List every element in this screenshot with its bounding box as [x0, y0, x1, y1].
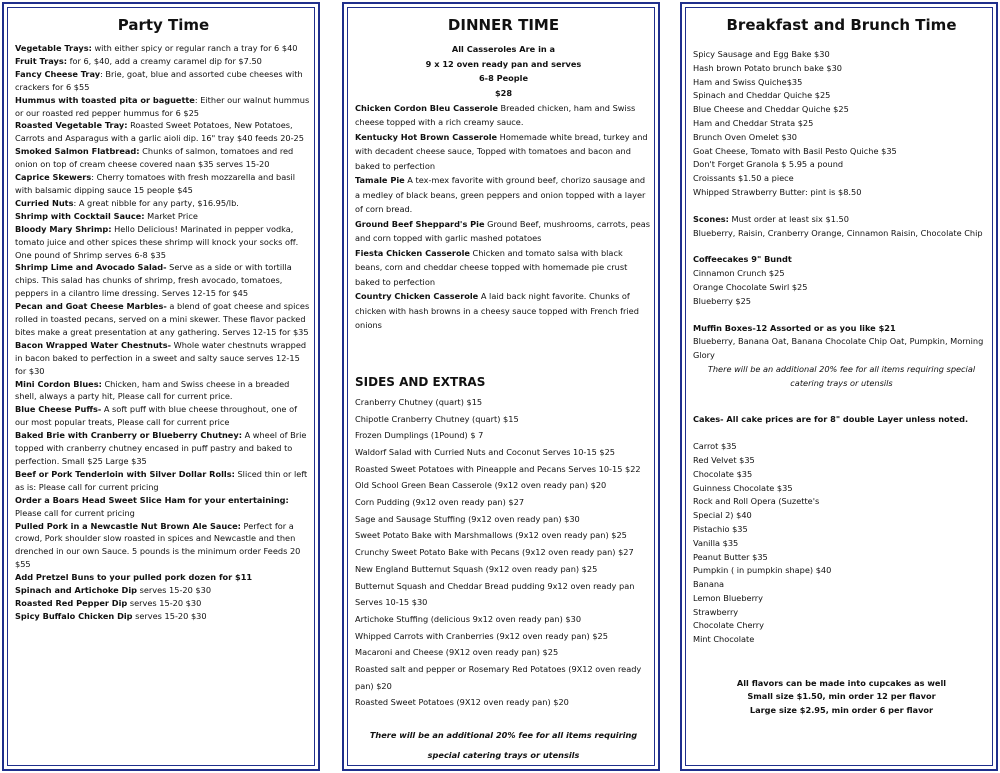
item-name: Spinach and Artichoke Dip [15, 585, 138, 596]
side-item: Crunchy Sweet Potato Bake with Pecans (9x12 oven ready pan) $27 [355, 547, 634, 558]
item-description: : Either our walnut hummus or our roasted red pepper hummus for 6 $25 [15, 94, 310, 118]
party-title: Party Time [117, 16, 210, 34]
menu-item [15, 571, 312, 584]
item-name: Baked Brie with Cranberry or Blueberry Chutney: [15, 430, 242, 441]
dinner-subtitle-2: 9 x 12 oven ready pan and serves [425, 58, 582, 69]
menu-item [15, 171, 312, 197]
item-description: Hello Delicious! Marinated in pepper vodka, tomato juice and other spices these shrimp will knock your socks off. One pound of Shrimp serves 6-8 $35 [15, 223, 299, 260]
side-item: Chipotle Cranberry Chutney (quart) $15 [355, 413, 519, 424]
cake-item: Strawberry [693, 606, 739, 617]
side-item: Old School Green Bean Casserole (9x12 oven ready pan) $20 [355, 480, 607, 491]
item-name: Pulled Pork in a Newcastle Nut Brown Ale Sauce: [15, 520, 241, 531]
menu-item [15, 94, 312, 120]
breakfast-item: Spicy Sausage and Egg Bake $30 [693, 49, 830, 59]
cake-item: Peanut Butter $35 [693, 551, 768, 562]
breakfast-item: Don't Forget Granola $ 5.95 a pound [693, 159, 844, 170]
item-name: Roasted Vegetable Tray: [15, 120, 128, 131]
item-name: Fiesta Chicken Casserole [355, 247, 470, 258]
item-description: Roasted Sweet Potatoes, New Potatoes, Carrots and Asparagus with a garlic aioli dip. 16" tray $40 feeds 20-25 [15, 120, 304, 144]
item-description: a blend of goat cheese and spices rolled in toasted pecans, served on a mini skewer. These flavor packed bites make a great presentation at any gathering. Serves 12-15 for $35 [15, 301, 310, 337]
cupcake-note-1: All flavors can be made into cupcakes as well [736, 678, 947, 689]
cake-item: Pumpkin ( in pumpkin shape) $40 [693, 565, 832, 576]
breakfast-item: Ham and Swiss Quiche$35 [693, 76, 803, 87]
scones-desc: Must order at least six $1.50 [728, 213, 849, 224]
coffeecake-item: Cinnamon Crunch $25 [693, 268, 785, 279]
sides-title: SIDES AND EXTRAS [355, 374, 486, 389]
menu-item [15, 68, 312, 94]
item-name: Add Pretzel Buns to your pulled pork dozen for $11 [15, 572, 253, 583]
item-name: Ground Beef Sheppard's Pie [355, 218, 485, 229]
item-name: Bloody Mary Shrimp: [15, 223, 112, 234]
sides-list [355, 394, 652, 711]
item-description: : Brie, goat, blue and assorted cube cheeses with crackers for 6 $55 [15, 68, 303, 92]
menu-item [15, 197, 312, 210]
breakfast-item: Whipped Strawberry Butter: pint is $8.50 [693, 186, 862, 197]
dinner-subtitle-1: All Casseroles Are in a [451, 44, 556, 54]
item-description: Whole water chestnuts wrapped in bacon baked to perfection in a sweet and salty sauce serves 12-15 for $30 [15, 339, 307, 376]
cake-item: Pistachio $35 [693, 523, 748, 534]
menu-item [355, 101, 652, 130]
party-list [15, 42, 312, 623]
muffin-flavors: Blueberry, Banana Oat, Banana Chocolate Chip Oat, Pumpkin, Morning Glory [693, 336, 984, 361]
breakfast-item: Spinach and Cheddar Quiche $25 [693, 90, 831, 101]
scones-flavors: Blueberry, Raisin, Cranberry Orange, Cinnamon Raisin, Chocolate Chip [693, 227, 983, 238]
menu-item [15, 223, 312, 262]
breakfast-item: Ham and Cheddar Strata $25 [693, 117, 814, 128]
side-item: Artichoke Stuffing (delicious 9x12 oven ready pan) $30 [355, 613, 582, 624]
dinner-price: $28 [494, 88, 513, 99]
cakes-head: Cakes- All cake prices are for 8" double Layer unless noted. [693, 414, 969, 425]
cake-item: Guinness Chocolate $35 [693, 482, 793, 493]
menu-item [15, 584, 312, 597]
item-name: Shrimp with Cocktail Sauce: [15, 210, 145, 221]
item-name: Curried Nuts [15, 197, 74, 208]
item-name: Blue Cheese Puffs- [15, 404, 102, 415]
party-panel [0, 0, 322, 773]
cupcake-note-2: Small size $1.50, min order 12 per flavor [747, 691, 936, 702]
item-name: Shrimp Lime and Avocado Salad- [15, 262, 167, 273]
cupcake-note [693, 677, 990, 717]
item-description: Ground Beef, mushrooms, carrots, peas and corn topped with garlic mashed potatoes [355, 218, 651, 244]
menu-item [355, 289, 652, 333]
item-name: Kentucky Hot Brown Casserole [355, 131, 498, 142]
side-item: Corn Pudding (9x12 oven ready pan) $27 [355, 497, 525, 508]
side-item: Waldorf Salad with Curried Nuts and Coconut Serves 10-15 $25 [355, 446, 616, 457]
menu-item [15, 468, 312, 494]
item-description: Perfect for a crowd, Pork shoulder slow roasted in spices and Newcastle and then drenched in our own Sauce. 5 pounds is the minimum order Feeds 20 $55 [15, 520, 301, 570]
muffin-note: There will be an additional 20% fee for all items requiring special catering trays or utensils [707, 363, 976, 388]
cake-item: Vanilla $35 [693, 537, 739, 548]
item-description: serves 15-20 $30 [137, 585, 212, 596]
item-name: Bacon Wrapped Water Chestnuts- [15, 339, 171, 350]
item-description: Market Price [144, 210, 198, 221]
menu-item [15, 429, 312, 468]
item-description: A soft puff with blue cheese throughout, one of our most popular treats, Please call for current price [15, 404, 297, 428]
menu-item [355, 246, 652, 290]
dinner-note: There will be an additional 20% fee for all items requiring special catering trays or utensils [369, 730, 638, 761]
breakfast-item: Blue Cheese and Cheddar Quiche $25 [693, 104, 849, 115]
breakfast-item: Brunch Oven Omelet $30 [693, 131, 797, 142]
breakfast-panel [678, 0, 1000, 773]
menu-item [15, 210, 312, 223]
breakfast-item: Goat Cheese, Tomato with Basil Pesto Quiche $35 [693, 145, 897, 156]
menu-item [15, 378, 312, 404]
side-item: Butternut Squash and Cheddar Bread pudding 9x12 oven ready pan Serves 10-15 $30 [355, 580, 635, 608]
item-description: serves 15-20 $30 [132, 610, 207, 621]
menu-item [15, 55, 312, 68]
item-name: Mini Cordon Blues: [15, 378, 102, 389]
cake-item: Carrot $35 [693, 441, 737, 452]
menu-item [355, 217, 652, 246]
item-name: Tamale Pie [355, 175, 405, 186]
menu-item [15, 494, 312, 520]
item-description: Serve as a side or with tortilla chips. This salad has chunks of shrimp, fresh avocado, tomatoes, peppers in a cilantro lime dressing. Serves 12-15 for $45 [15, 262, 292, 299]
coffeecakes-list [693, 267, 990, 308]
dinner-panel [340, 0, 662, 773]
coffeecakes-head: Coffeecakes 9" Bundt [693, 254, 792, 265]
side-item: Whipped Carrots with Cranberries (9x12 oven ready pan) $25 [355, 630, 608, 641]
cake-item: Red Velvet $35 [693, 454, 755, 465]
item-description: for 6, $40, add a creamy caramel dip for $7.50 [67, 55, 262, 66]
menu-item [15, 597, 312, 610]
item-name: Vegetable Trays: [15, 43, 92, 53]
menu-item [355, 130, 652, 174]
item-name: Country Chicken Casserole [355, 291, 479, 302]
dinner-subtitle-3: 6-8 People [478, 73, 529, 84]
side-item: Frozen Dumplings (1Pound) $ 7 [355, 430, 484, 441]
item-description: serves 15-20 $30 [127, 597, 202, 608]
item-description: A laid back night favorite. Chunks of chicken with hash browns in a cheesy sauce topped with French fried onions [355, 291, 639, 331]
item-name: Spicy Buffalo Chicken Dip [15, 610, 133, 621]
menu-item [15, 42, 312, 55]
menu-item [15, 261, 312, 300]
item-name: Order a Boars Head Sweet Slice Ham for your entertaining: [15, 494, 289, 505]
item-description: with either spicy or regular ranch a tray for 6 $40 [91, 43, 298, 53]
cake-item: Chocolate Cherry [693, 620, 764, 631]
scones-line [693, 213, 990, 227]
side-item: New England Butternut Squash (9x12 oven ready pan) $25 [355, 563, 598, 574]
item-description: Sliced thin or left as is: Please call for current pricing [15, 468, 308, 492]
side-item: Cranberry Chutney (quart) $15 [355, 396, 483, 407]
item-name: Fruit Trays: [15, 55, 67, 66]
cake-item: Mint Chocolate [693, 634, 755, 645]
cupcake-note-3: Large size $2.95, min order 6 per flavor [749, 704, 934, 715]
item-name: Chicken Cordon Bleu Casserole [355, 102, 498, 113]
cake-item: Special 2) $40 [693, 510, 752, 521]
menu-item [15, 520, 312, 572]
item-name: Beef or Pork Tenderloin with Silver Dollar Rolls: [15, 468, 235, 479]
cake-item: Rock and Roll Opera (Suzette's [693, 496, 820, 507]
breakfast-list [693, 48, 990, 200]
menu-item [15, 119, 312, 145]
cake-item: Banana [693, 579, 725, 590]
item-description: Chicken and tomato salsa with black beans, corn and cheddar cheese topped with homemade pie crust baked to perfection [355, 247, 628, 287]
side-item: Macaroni and Cheese (9X12 oven ready pan) $25 [355, 647, 559, 658]
menu-item [15, 300, 312, 339]
item-description: Breaded chicken, ham and Swiss cheese topped with a rich creamy sauce. [355, 102, 636, 128]
item-description: A tex-mex favorite with ground beef, chorizo sausage and a medley of black beans, green peppers and onion topped with a layer of corn bread. [355, 175, 646, 215]
coffeecake-item: Blueberry $25 [693, 295, 752, 306]
item-description: : A great nibble for any party, $16.95/lb. [73, 197, 239, 208]
dinner-title: DINNER TIME [447, 16, 560, 34]
item-name: Roasted Red Pepper Dip [15, 597, 128, 608]
menu-item [15, 403, 312, 429]
scones-head: Scones: [693, 213, 729, 224]
muffin-head: Muffin Boxes-12 Assorted or as you like $21 [693, 322, 896, 333]
item-description: Please call for current pricing [15, 507, 135, 518]
cakes-list [693, 440, 990, 647]
item-name: Smoked Salmon Flatbread: [15, 146, 140, 157]
item-description: Chunks of salmon, tomatoes and red onion on top of cream cheese covered naan $35 serves 15-20 [15, 146, 294, 170]
menu-item [355, 173, 652, 217]
item-name: Hummus with toasted pita or baguette [15, 94, 195, 105]
dinner-list [355, 101, 652, 333]
item-name: Fancy Cheese Tray [15, 68, 101, 79]
side-item: Sweet Potato Bake with Marshmallows (9x12 oven ready pan) $25 [355, 530, 627, 541]
coffeecake-item: Orange Chocolate Swirl $25 [693, 281, 808, 292]
breakfast-item: Croissants $1.50 a piece [693, 173, 794, 184]
cake-item: Lemon Blueberry [693, 592, 764, 603]
item-description: Homemade white bread, turkey and with decadent cheese sauce, Topped with tomatoes and bacon and baked to perfection [355, 131, 648, 171]
menu-item [15, 610, 312, 623]
menu-item [15, 145, 312, 171]
side-item: Roasted Sweet Potatoes (9X12 oven ready pan) $20 [355, 697, 569, 708]
item-description: Chicken, ham and Swiss cheese in a breaded shell, always a party hit, Please call for current price. [15, 378, 290, 402]
side-item: Sage and Sausage Stuffing (9x12 oven ready pan) $30 [355, 513, 580, 524]
side-item: Roasted salt and pepper or Rosemary Red Potatoes (9X12 oven ready pan) $20 [355, 664, 642, 691]
item-description: : Cherry tomatoes with fresh mozzarella and basil with balsamic dipping sauce 15 people $45 [15, 172, 296, 195]
item-description: A wheel of Brie topped with cranberry chutney encased in puff pastry and baked to perfection. Small $25 Large $35 [15, 430, 307, 466]
cake-item: Chocolate $35 [693, 468, 753, 479]
item-name: Pecan and Goat Cheese Marbles- [15, 301, 167, 312]
menu-item [15, 339, 312, 378]
item-name: Caprice Skewers [15, 172, 92, 183]
breakfast-item: Hash brown Potato brunch bake $30 [693, 62, 842, 73]
breakfast-title: Breakfast and Brunch Time [726, 16, 957, 34]
side-item: Roasted Sweet Potatoes with Pineapple and Pecans Serves 10-15 $22 [355, 463, 641, 474]
